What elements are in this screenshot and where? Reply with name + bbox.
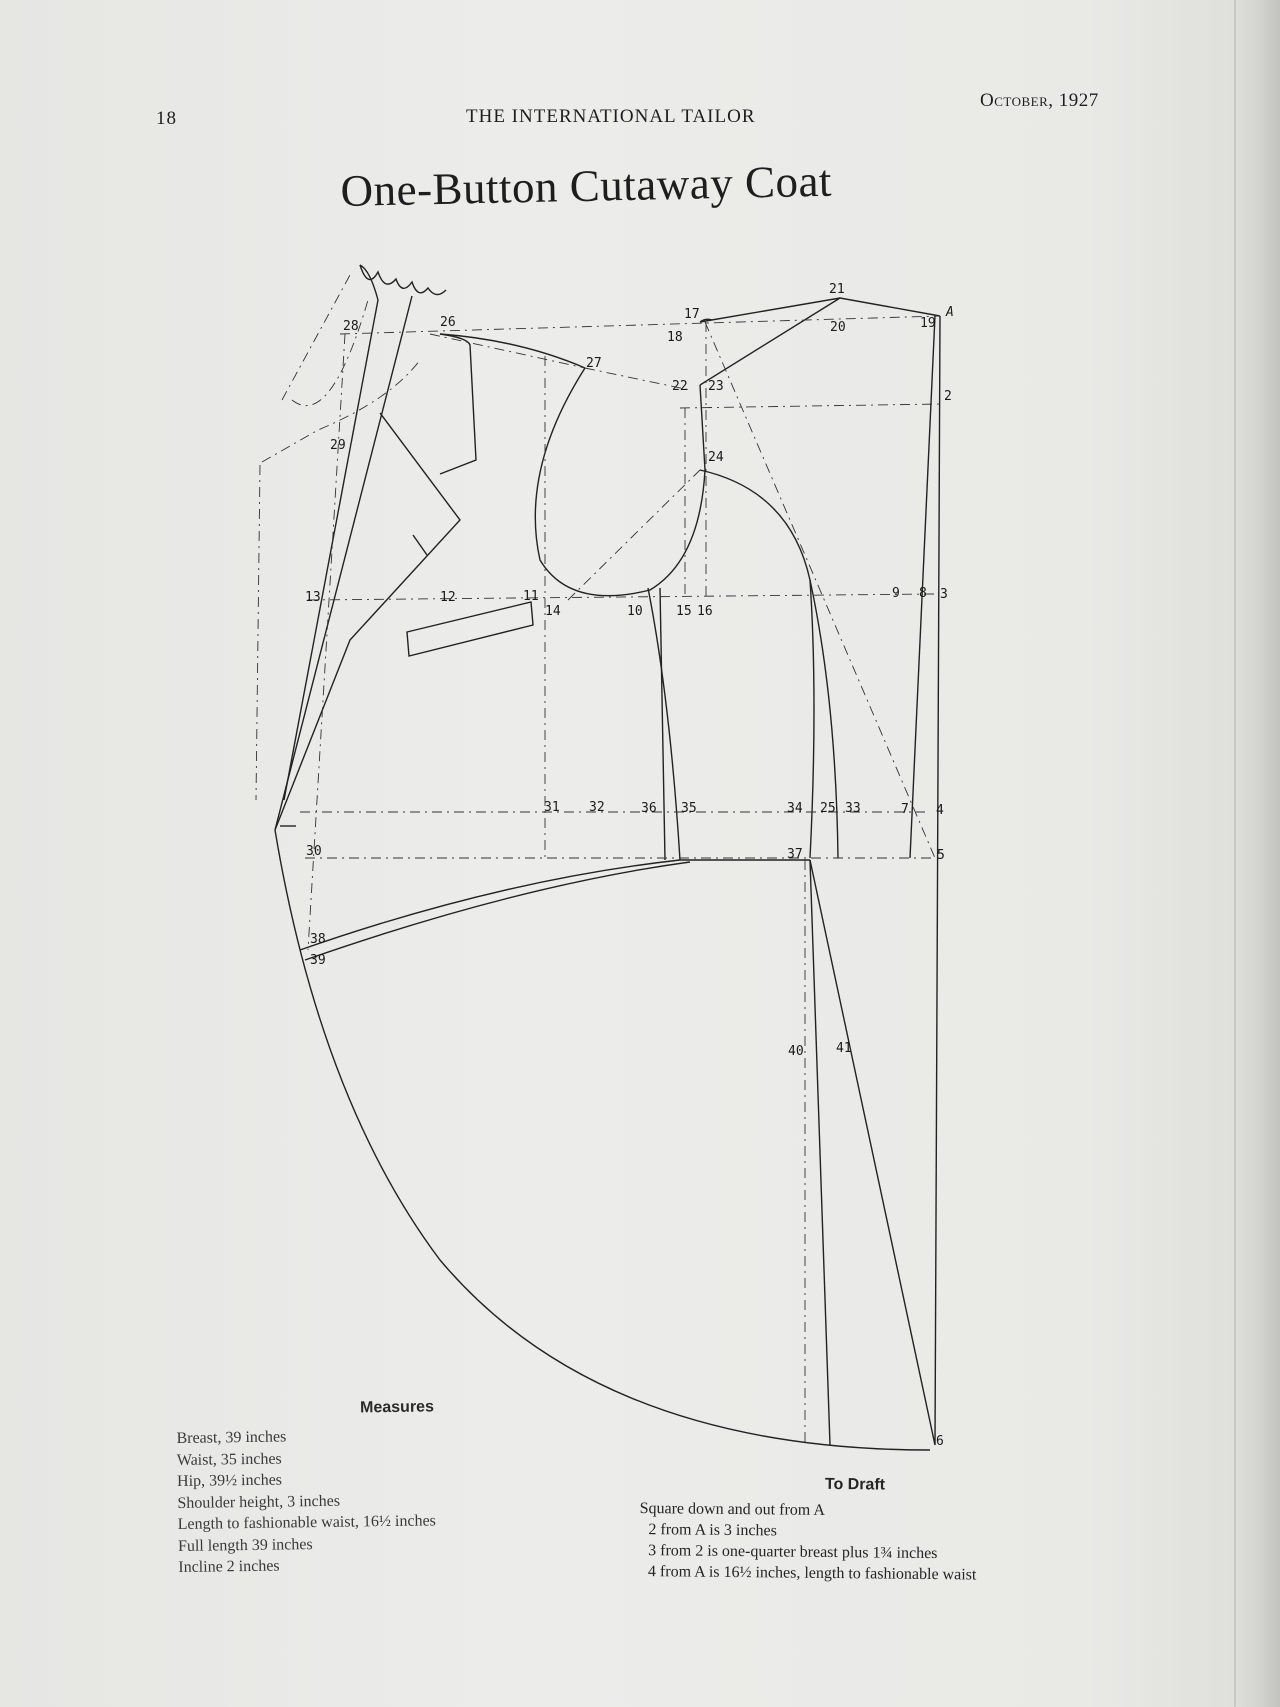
point-34: 34 [787, 801, 803, 816]
point-31: 31 [544, 800, 560, 815]
to-draft-block [639, 1474, 1100, 1587]
measure-item: Hip, 39½ inches [176, 1471, 283, 1490]
point-3: 3 [940, 587, 948, 602]
measures-block [176, 1397, 538, 1579]
strap-line [700, 298, 840, 385]
point-16: 16 [697, 604, 713, 619]
skirt-front [275, 830, 930, 1450]
point-41: 41 [836, 1041, 852, 1056]
point-28: 28 [343, 319, 359, 334]
measures-list [176, 1423, 538, 1579]
issue-date: October, 1927 [980, 90, 1099, 111]
point-12: 12 [440, 590, 456, 605]
neck-front [440, 334, 476, 474]
front-shoulder-pt [360, 265, 378, 300]
point-6: 6 [936, 1434, 944, 1449]
point-7: 7 [901, 802, 909, 817]
skirt-back-seam [810, 860, 935, 1445]
waist-seam-2 [305, 862, 690, 960]
point-11: 11 [523, 589, 539, 604]
point-4: 4 [936, 803, 944, 818]
point-8: 8 [919, 586, 927, 601]
point-23: 23 [708, 379, 724, 394]
back-line [935, 316, 940, 1445]
point-19: 19 [920, 316, 936, 331]
armhole-front [535, 368, 705, 596]
draft-step: 3 from 2 is one-quarter breast plus 1¾ inches [648, 1542, 938, 1563]
front-edge [275, 296, 412, 830]
point-2: 2 [944, 389, 952, 404]
point-A: A [946, 305, 954, 320]
draft-step: Square down and out from A [639, 1499, 826, 1519]
front-edge-2 [284, 300, 378, 800]
back-armhole [700, 470, 814, 858]
to-draft-steps [639, 1498, 1100, 1587]
measure-item: Incline 2 inches [178, 1557, 280, 1576]
point-30: 30 [306, 844, 322, 859]
chest-pocket [407, 602, 533, 656]
point-17: 17 [684, 307, 700, 322]
point-40: 40 [788, 1044, 804, 1059]
point-32: 32 [589, 800, 605, 815]
point-26: 26 [440, 315, 456, 330]
collar-scribble [360, 265, 446, 295]
point-37: 37 [787, 847, 803, 862]
measure-item: Full length 39 inches [177, 1535, 313, 1555]
point-24: 24 [708, 450, 724, 465]
page-number: 18 [156, 108, 177, 129]
point-10: 10 [627, 604, 643, 619]
point-20: 20 [830, 320, 846, 335]
point-27: 27 [586, 356, 602, 371]
point-33: 33 [845, 801, 861, 816]
to-draft-heading: To Draft [824, 1475, 886, 1494]
point-15: 15 [676, 604, 692, 619]
point-38: 38 [310, 932, 326, 947]
side-panel-2 [660, 588, 665, 860]
point-5: 5 [937, 848, 945, 863]
point-39: 39 [310, 953, 326, 968]
measure-item: Shoulder height, 3 inches [177, 1492, 341, 1512]
point-25: 25 [820, 801, 836, 816]
skirt-pleat [810, 860, 830, 1445]
point-9: 9 [892, 586, 900, 601]
point-35: 35 [681, 801, 697, 816]
point-13: 13 [305, 590, 321, 605]
buttonhole [413, 535, 427, 555]
lapel [275, 413, 460, 830]
draft-step: 2 from A is 3 inches [648, 1521, 777, 1540]
point-36: 36 [641, 801, 657, 816]
measure-item: Breast, 39 inches [176, 1428, 287, 1447]
measure-item: Waist, 35 inches [176, 1450, 282, 1469]
point-29: 29 [330, 438, 346, 453]
point-14: 14 [545, 604, 561, 619]
point-21: 21 [829, 282, 845, 297]
measure-item: Length to fashionable waist, 16½ inches [177, 1512, 436, 1533]
draft-step: 4 from A is 16½ inches, length to fashionable waist [647, 1563, 977, 1584]
publication-name: THE INTERNATIONAL TAILOR [466, 106, 756, 127]
measures-heading: Measures [359, 1398, 435, 1417]
point-18: 18 [667, 330, 683, 345]
point-22: 22 [672, 379, 688, 394]
page-title: One-Button Cutaway Coat [340, 155, 833, 216]
